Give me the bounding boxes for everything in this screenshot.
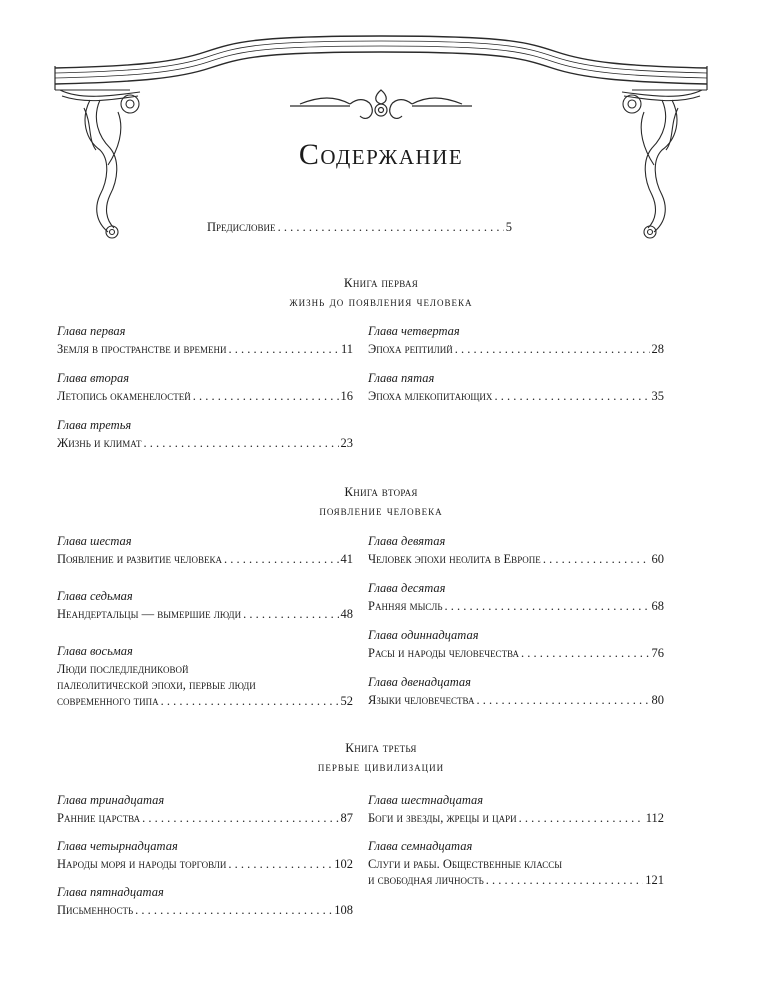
- chapter-title-line: палеолитической эпохи, первые люди: [57, 678, 256, 692]
- chapter-label: Глава пятая: [368, 371, 435, 385]
- toc-entry[interactable]: [368, 792, 664, 826]
- chapter-page: 68: [651, 599, 664, 613]
- chapter-page: 87: [340, 811, 353, 825]
- book-1-number: Книга первая: [343, 275, 419, 290]
- chapter-label: Глава девятая: [368, 534, 446, 548]
- chapter-title-line: Люди последледниковой: [57, 662, 189, 676]
- chapter-label: Глава тринадцатая: [57, 793, 165, 807]
- leader-dots: [193, 388, 339, 404]
- toc-entry[interactable]: [57, 792, 353, 826]
- chapter-label: Глава третья: [57, 418, 132, 432]
- chapter-label: Глава двенадцатая: [368, 675, 471, 689]
- leader-dots: [161, 693, 339, 709]
- leader-dots: [142, 810, 338, 826]
- chapter-title: Появление и развитие человека: [57, 552, 222, 566]
- book-3-title: первые цивилизации: [317, 759, 445, 774]
- chapter-label: Глава пятнадцатая: [57, 885, 164, 899]
- chapter-title-line: Слуги и рабы. Общественные классы: [368, 857, 563, 871]
- chapter-label: Глава шестая: [57, 534, 132, 548]
- toc-entry[interactable]: [57, 323, 353, 357]
- chapter-title: Письменность: [57, 903, 134, 917]
- chapter-page: 11: [340, 342, 353, 356]
- page-title: Содержание: [298, 138, 464, 171]
- chapter-label: Глава вторая: [57, 371, 130, 385]
- toc-entry[interactable]: [368, 674, 664, 708]
- chapter-page: 52: [340, 694, 353, 708]
- chapter-label: Глава седьмая: [57, 589, 133, 603]
- chapter-page: 35: [651, 389, 664, 403]
- chapter-title: Народы моря и народы торговли: [57, 857, 227, 871]
- chapter-title: Жизнь и климат: [57, 436, 142, 450]
- chapter-page: 80: [651, 693, 664, 707]
- leader-dots: [494, 388, 649, 404]
- chapter-label: Глава четырнадцатая: [57, 839, 178, 853]
- chapter-title-line: современного типа: [57, 694, 159, 708]
- book-1-heading: [0, 275, 762, 310]
- chapter-title: Эпоха рептилий: [368, 342, 453, 356]
- chapter-label: Глава семнадцатая: [368, 839, 473, 853]
- leader-dots: [444, 598, 649, 614]
- chapter-page: 16: [340, 389, 353, 403]
- leader-dots: [278, 220, 504, 235]
- toc-entry[interactable]: [368, 838, 664, 888]
- chapter-title: Ранняя мысль: [368, 599, 443, 613]
- toc-entry[interactable]: [368, 323, 664, 357]
- leader-dots: [543, 551, 650, 567]
- chapter-title: Человек эпохи неолита в Европе: [368, 552, 541, 566]
- chapter-title-line: и свободная личность: [368, 873, 484, 887]
- chapter-label: Глава восьмая: [57, 644, 133, 658]
- chapter-title: Боги и звезды, жрецы и цари: [368, 811, 517, 825]
- book-1-title: жизнь до появления человека: [289, 294, 473, 309]
- toc-entry[interactable]: [57, 370, 353, 404]
- chapter-page: 102: [334, 857, 353, 871]
- book-3-heading: [0, 740, 762, 775]
- leader-dots: [476, 692, 649, 708]
- toc-entry[interactable]: [368, 533, 664, 567]
- leader-dots: [521, 645, 650, 661]
- leader-dots: [143, 435, 338, 451]
- book-2-number: Книга вторая: [344, 484, 418, 499]
- chapter-page: 121: [645, 873, 664, 887]
- chapter-page: 76: [651, 646, 664, 660]
- chapter-title: Расы и народы человечества: [368, 646, 519, 660]
- chapter-title: Неандертальцы — вымершие люди: [57, 607, 242, 621]
- leader-dots: [455, 341, 650, 357]
- chapter-label: Глава одиннадцатая: [368, 628, 479, 642]
- chapter-page: 108: [334, 903, 353, 917]
- leader-dots: [224, 551, 339, 567]
- chapter-title: Языки человечества: [368, 693, 475, 707]
- leader-dots: [228, 856, 332, 872]
- chapter-title: Летопись окаменелостей: [57, 389, 191, 403]
- leader-dots: [486, 872, 643, 888]
- toc-entry[interactable]: [57, 884, 353, 918]
- book-3-number: Книга третья: [345, 740, 417, 755]
- leader-dots: [243, 606, 338, 622]
- chapter-label: Глава шестнадцатая: [368, 793, 484, 807]
- chapter-page: 41: [340, 552, 353, 566]
- chapter-title: Земля в пространстве и времени: [57, 342, 227, 356]
- leader-dots: [228, 341, 338, 357]
- toc-entry[interactable]: [57, 643, 353, 709]
- chapter-page: 23: [340, 436, 353, 450]
- toc-entry[interactable]: [57, 533, 353, 567]
- toc-entry[interactable]: [57, 417, 353, 451]
- chapter-page: 60: [651, 552, 664, 566]
- chapter-label: Глава четвертая: [368, 324, 460, 338]
- preface-label: Предисловие: [207, 220, 276, 234]
- leader-dots: [519, 810, 644, 826]
- toc-entry[interactable]: [368, 580, 664, 614]
- chapter-label: Глава первая: [57, 324, 126, 338]
- chapter-label: Глава десятая: [368, 581, 446, 595]
- toc-entry[interactable]: [368, 370, 664, 404]
- chapter-page: 112: [645, 811, 664, 825]
- preface-entry[interactable]: [207, 220, 512, 235]
- book-2-heading: [0, 484, 762, 519]
- preface-page: 5: [505, 220, 512, 234]
- toc-entry[interactable]: [368, 627, 664, 661]
- toc-entry[interactable]: [57, 588, 353, 622]
- chapter-page: 28: [651, 342, 664, 356]
- chapter-title: Эпоха млекопитающих: [368, 389, 493, 403]
- chapter-title: Ранние царства: [57, 811, 141, 825]
- book-2-title: появление человека: [319, 503, 443, 518]
- chapter-page: 48: [340, 607, 353, 621]
- toc-entry[interactable]: [57, 838, 353, 872]
- leader-dots: [135, 902, 332, 918]
